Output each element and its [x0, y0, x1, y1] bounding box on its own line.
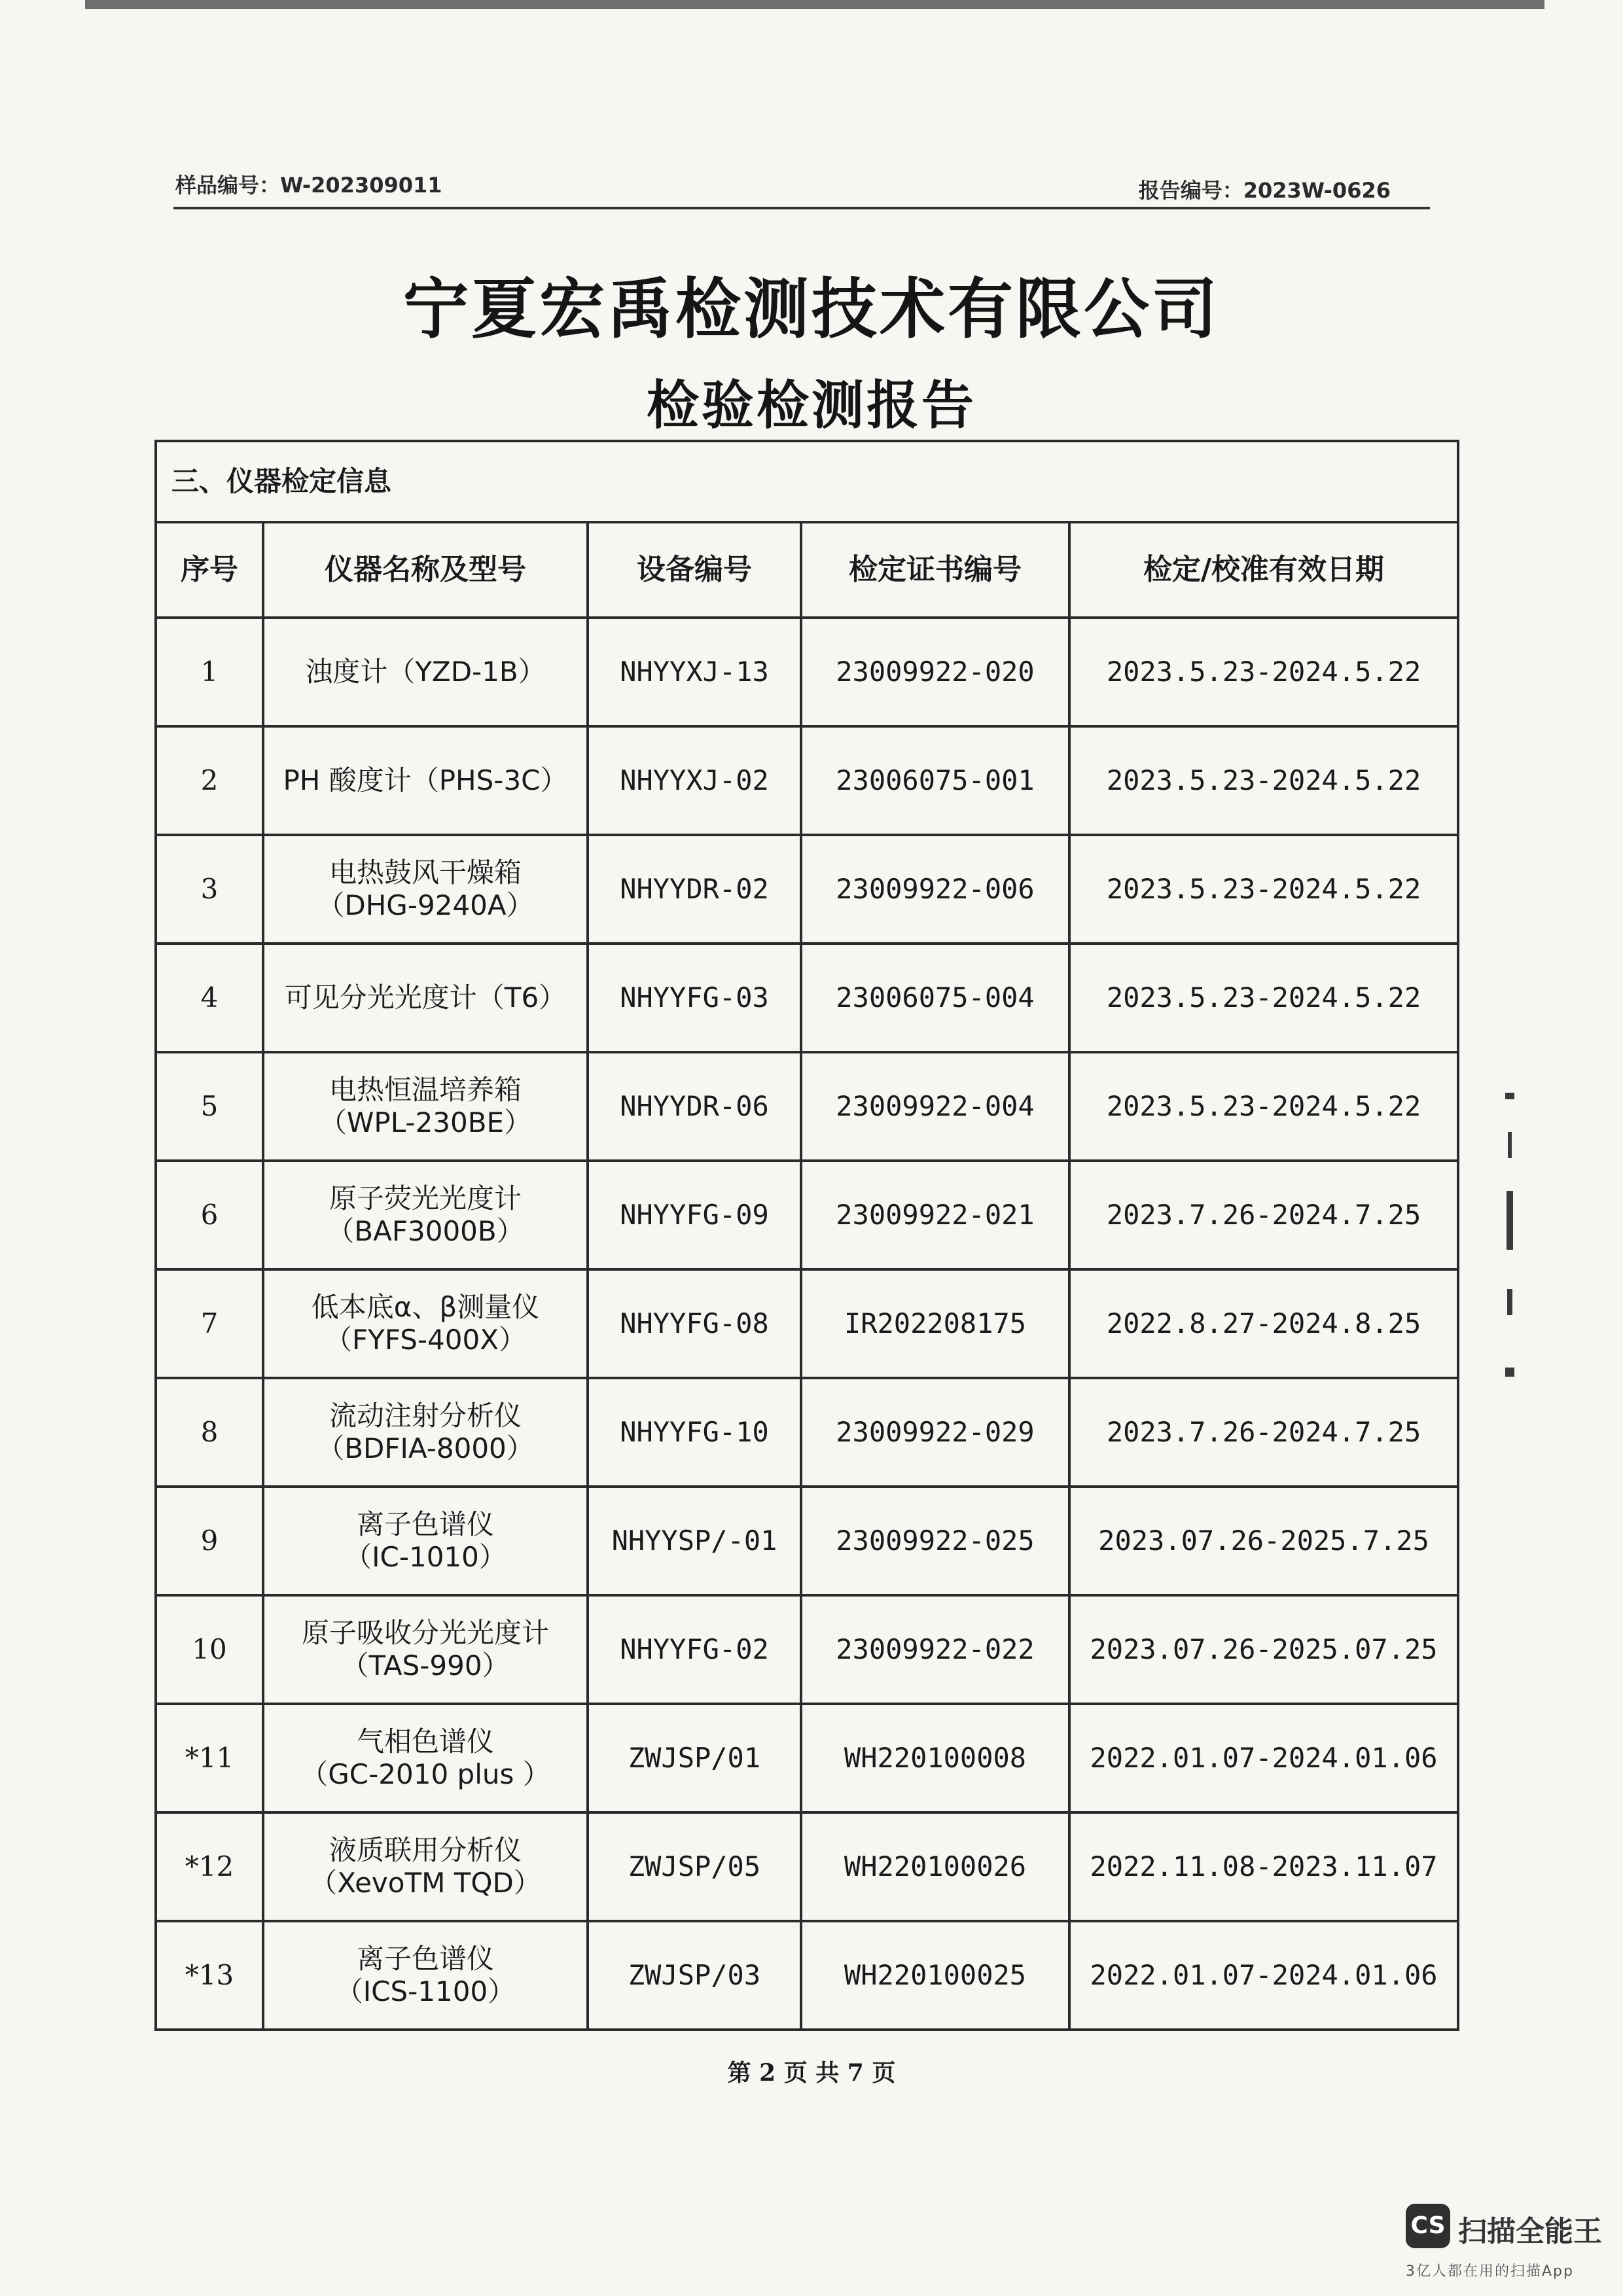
instrument-name-line2: （WPL-230BE）	[319, 1106, 532, 1139]
scan-edge-marks	[1500, 1093, 1520, 1394]
cell-instrument-name	[263, 1378, 588, 1487]
table-row	[156, 1595, 1458, 1704]
watermark-slogan: 3亿人都在用的扫描App	[1406, 2263, 1574, 2280]
cell-cert-no: 23006075-001	[801, 726, 1069, 835]
col-header-device: 设备编号	[588, 522, 801, 618]
instrument-table-container	[154, 440, 1457, 2031]
cell-device-no: NHYYSP/-01	[588, 1487, 801, 1595]
instrument-name-line1: 离子色谱仪	[356, 1943, 494, 1975]
cell-device-no: ZWJSP/03	[588, 1921, 801, 2030]
cell-cert-no: IR202208175	[801, 1269, 1069, 1378]
camscanner-logo-icon: CS	[1406, 2204, 1450, 2248]
cell-valid-date: 2023.5.23-2024.5.22	[1069, 1052, 1458, 1161]
instrument-name-line1: 液质联用分析仪	[329, 1834, 522, 1867]
instrument-table	[154, 440, 1459, 2031]
cell-instrument-name	[263, 1161, 588, 1269]
instrument-name-line2: （IC-1010）	[344, 1541, 507, 1573]
cell-seq: 4	[156, 944, 263, 1052]
cell-cert-no: WH220100008	[801, 1704, 1069, 1812]
instrument-name-line1: 流动注射分析仪	[329, 1400, 522, 1432]
table-body	[156, 618, 1458, 2030]
report-number: 报告编号：2023W-0626	[1138, 178, 1391, 203]
cell-seq: 3	[156, 835, 263, 944]
scanner-watermark	[1406, 2204, 1602, 2280]
cell-seq: 7	[156, 1269, 263, 1378]
instrument-name-line1: 浊度计（YZD-1B）	[305, 656, 546, 688]
instrument-name-line1: 离子色谱仪	[356, 1508, 494, 1541]
cell-instrument-name	[263, 726, 588, 835]
cell-instrument-name	[263, 618, 588, 726]
instrument-name-line2: （FYFS-400X）	[325, 1324, 526, 1356]
instrument-name-line1: 气相色谱仪	[356, 1725, 494, 1758]
instrument-name-line2: （XevoTM TQD）	[310, 1867, 541, 1899]
header-rule	[173, 207, 1430, 209]
cell-cert-no: 23009922-006	[801, 835, 1069, 944]
cell-valid-date: 2023.7.26-2024.7.25	[1069, 1378, 1458, 1487]
cell-instrument-name	[263, 1704, 588, 1812]
col-header-name: 仪器名称及型号	[263, 522, 588, 618]
company-name: 宁夏宏禹检测技术有限公司	[403, 270, 1220, 347]
col-header-cert: 检定证书编号	[801, 522, 1069, 618]
cell-cert-no: 23009922-020	[801, 618, 1069, 726]
cell-instrument-name	[263, 835, 588, 944]
table-row	[156, 1921, 1458, 2030]
table-row	[156, 1378, 1458, 1487]
cell-cert-no: WH220100025	[801, 1921, 1069, 2030]
cell-cert-no: 23009922-029	[801, 1378, 1069, 1487]
cell-valid-date: 2022.8.27-2024.8.25	[1069, 1269, 1458, 1378]
cell-instrument-name	[263, 1595, 588, 1704]
cell-valid-date: 2023.7.26-2024.7.25	[1069, 1161, 1458, 1269]
cell-device-no: NHYYXJ-02	[588, 726, 801, 835]
instrument-name-line1: 电热鼓风干燥箱	[329, 857, 522, 889]
instrument-name-line1: 可见分光光度计（T6）	[284, 981, 567, 1014]
cell-cert-no: 23009922-022	[801, 1595, 1069, 1704]
instrument-name-line2: （GC-2010 plus ）	[300, 1758, 550, 1790]
cell-cert-no: 23006075-004	[801, 944, 1069, 1052]
cell-valid-date: 2023.5.23-2024.5.22	[1069, 835, 1458, 944]
cell-device-no: NHYYDR-02	[588, 835, 801, 944]
table-row	[156, 1161, 1458, 1269]
cell-device-no: NHYYXJ-13	[588, 618, 801, 726]
instrument-name-line1: PH 酸度计（PHS-3C）	[283, 764, 568, 797]
report-title: 检验检测报告	[647, 374, 976, 436]
table-header-row	[156, 522, 1458, 618]
sample-number: 样品编号：W-202309011	[175, 173, 442, 198]
cell-seq: *12	[156, 1812, 263, 1921]
cell-seq: 10	[156, 1595, 263, 1704]
table-row	[156, 944, 1458, 1052]
instrument-name-line2: （BAF3000B）	[327, 1215, 524, 1247]
table-row	[156, 1269, 1458, 1378]
cell-seq: 9	[156, 1487, 263, 1595]
cell-seq: *11	[156, 1704, 263, 1812]
table-row	[156, 835, 1458, 944]
cell-instrument-name	[263, 1269, 588, 1378]
col-header-date: 检定/校准有效日期	[1069, 522, 1458, 618]
cell-device-no: NHYYFG-08	[588, 1269, 801, 1378]
cell-device-no: NHYYFG-10	[588, 1378, 801, 1487]
table-row	[156, 1704, 1458, 1812]
scan-top-edge	[85, 0, 1544, 9]
cell-seq: 8	[156, 1378, 263, 1487]
table-row	[156, 618, 1458, 726]
cell-device-no: NHYYDR-06	[588, 1052, 801, 1161]
cell-instrument-name	[263, 1052, 588, 1161]
instrument-name-line1: 电热恒温培养箱	[329, 1074, 522, 1106]
cell-valid-date: 2023.07.26-2025.7.25	[1069, 1487, 1458, 1595]
watermark-brand: 扫描全能王	[1458, 2215, 1602, 2248]
cell-seq: *13	[156, 1921, 263, 2030]
instrument-name-line2: （BDFIA-8000）	[317, 1432, 534, 1464]
cell-cert-no: 23009922-025	[801, 1487, 1069, 1595]
cell-device-no: ZWJSP/05	[588, 1812, 801, 1921]
cell-valid-date: 2023.07.26-2025.07.25	[1069, 1595, 1458, 1704]
cell-valid-date: 2023.5.23-2024.5.22	[1069, 726, 1458, 835]
cell-seq: 2	[156, 726, 263, 835]
instrument-name-line1: 低本底α、β测量仪	[311, 1291, 540, 1324]
cell-valid-date: 2022.01.07-2024.01.06	[1069, 1921, 1458, 2030]
cell-seq: 5	[156, 1052, 263, 1161]
section-title: 三、仪器检定信息	[156, 441, 1458, 522]
table-row	[156, 1052, 1458, 1161]
cell-valid-date: 2023.5.23-2024.5.22	[1069, 944, 1458, 1052]
cell-cert-no: 23009922-004	[801, 1052, 1069, 1161]
col-header-seq: 序号	[156, 522, 263, 618]
instrument-name-line1: 原子吸收分光光度计	[301, 1617, 549, 1650]
cell-cert-no: WH220100026	[801, 1812, 1069, 1921]
cell-instrument-name	[263, 1921, 588, 2030]
table-row	[156, 1487, 1458, 1595]
instrument-name-line2: （TAS-990）	[341, 1650, 510, 1682]
cell-seq: 1	[156, 618, 263, 726]
cell-device-no: NHYYFG-09	[588, 1161, 801, 1269]
cell-instrument-name	[263, 944, 588, 1052]
page-number: 第 2 页 共 7 页	[727, 2059, 896, 2087]
cell-cert-no: 23009922-021	[801, 1161, 1069, 1269]
cell-device-no: ZWJSP/01	[588, 1704, 801, 1812]
cell-instrument-name	[263, 1812, 588, 1921]
cell-device-no: NHYYFG-02	[588, 1595, 801, 1704]
cell-valid-date: 2022.11.08-2023.11.07	[1069, 1812, 1458, 1921]
cell-device-no: NHYYFG-03	[588, 944, 801, 1052]
instrument-name-line1: 原子荧光光度计	[329, 1182, 522, 1215]
instrument-name-line2: （DHG-9240A）	[317, 889, 534, 921]
cell-instrument-name	[263, 1487, 588, 1595]
cell-valid-date: 2022.01.07-2024.01.06	[1069, 1704, 1458, 1812]
table-row	[156, 1812, 1458, 1921]
table-row	[156, 726, 1458, 835]
instrument-name-line2: （ICS-1100）	[335, 1975, 516, 2007]
cell-valid-date: 2023.5.23-2024.5.22	[1069, 618, 1458, 726]
cell-seq: 6	[156, 1161, 263, 1269]
